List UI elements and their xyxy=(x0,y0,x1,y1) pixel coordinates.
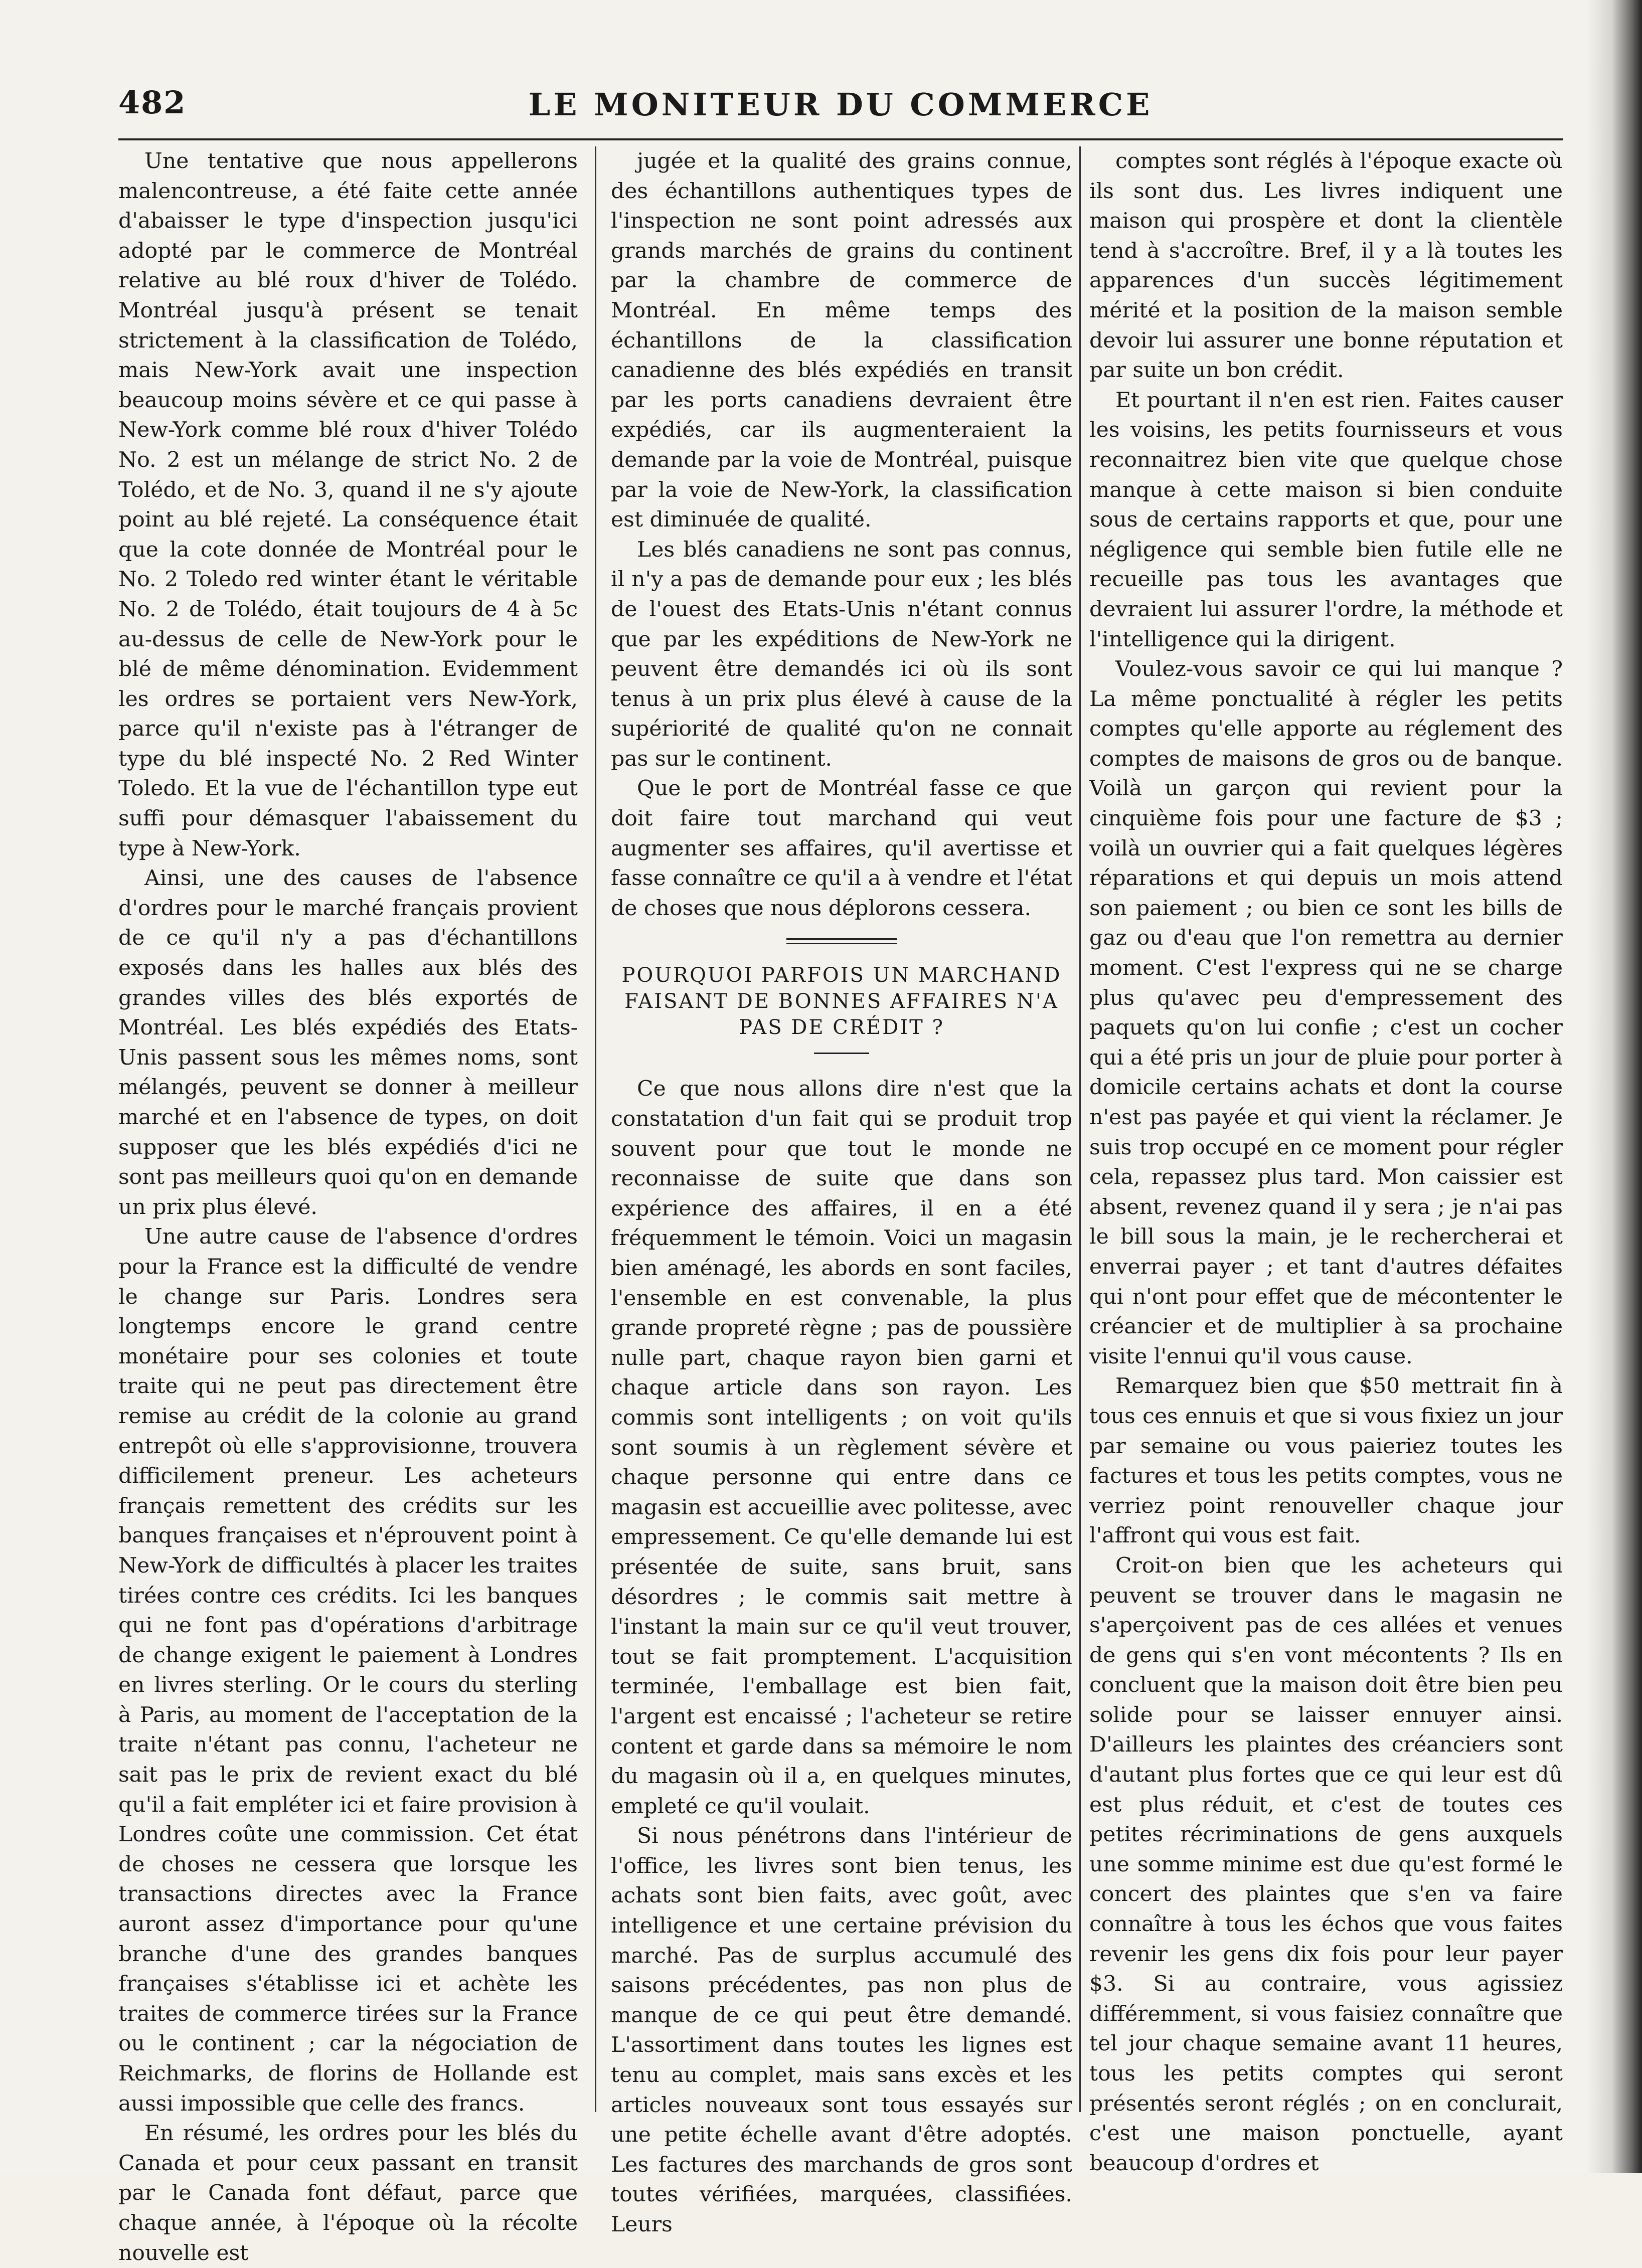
title-short-rule xyxy=(814,1053,869,1054)
column-2 xyxy=(611,146,1072,2237)
paragraph: Ce que nous allons dire n'est que la constatation d'un fait qui se produit trop souvent pour que tout le monde ne reconnaisse de suite que dans son expérience des affaires, il en a été fréquemment le témoin. Voici un magasin bien aménagé, les abords en sont faciles, l'ensemble en est convenable, la plus grande propreté règne ; pas de poussière nulle part, chaque rayon bien garni et chaque article dans son rayon. Les commis sont intelligents ; on voit qu'ils sont soumis à un règlement sévère et chaque personne qui entre dans ce magasin est accueillie avec politesse, avec empressement. Ce qu'elle demande lui est présentée de suite, sans bruit, sans désordres ; le commis sait mettre à l'instant la main sur ce qu'il veut trouver, tout se fait promptement. L'acquisition terminée, l'emballage est bien fait, l'argent est encaissé ; l'acheteur se retire content et garde dans sa mémoire le nom du magasin où il a, en quelques minutes, empleté ce qu'il voulait. xyxy=(611,1077,1072,1819)
paragraph: Si nous pénétrons dans l'intérieur de l'office, les livres sont bien tenus, les achats sont bien faits, avec goût, avec intelligence et une certaine prévision du marché. Pas de surplus accumulé des saisons précédentes, pas non plus de manque de ce qui peut être demandé. L'assortiment dans toutes les lignes est tenu au complet, mais sans excès et les articles nouveaux sont tous essayés sur une petite échelle avant d'être adoptés. Les factures des marchands de gros sont toutes vérifiées, marquées, classifiées. Leurs xyxy=(611,1824,1072,2237)
column-divider-1 xyxy=(595,146,596,2112)
paragraph: jugée et la qualité des grains connue, des échantillons authentiques types de l'inspection ne sont point adressés aux grands marchés de grains du continent par la chambre de commerce de Montréal. En même temps des échantillons de la classification canadienne des blés expédiés en transit par les ports canadiens devraient être expédiés, car ils augmenteraient la demande par la voie de Montréal, puisque par la voie de New-York, la classification est diminuée de qualité. xyxy=(611,149,1072,533)
paragraph: Et pourtant il n'en est rien. Faites causer les voisins, les petits fournisseurs et vous reconnaitrez bien vite que quelque chose manque à cette maison si bien conduite sous de certains rapports et que, pour une négligence qui semble bien futile elle ne recueille pas tous les avantages que devraient lui assurer l'ordre, la méthode et l'intelligence qui la dirigent. xyxy=(1089,388,1563,652)
paragraph: Remarquez bien que $50 mettrait fin à tous ces ennuis et que si vous fixiez un jour par semaine ou vous paieriez toutes les factures et tous les petits comptes, vous ne verriez point renouveller chaque jour l'affront qui vous est fait. xyxy=(1089,1374,1563,1548)
paragraph: En résumé, les ordres pour les blés du Canada et pour ceux passant en transit par le Canada font défaut, parce que chaque année, à l'époque où la récolte nouvelle est xyxy=(118,2121,578,2265)
paragraph: Croit-on bien que les acheteurs qui peuvent se trouver dans le magasin ne s'aperçoivent pas de ces allées et venues de gens qui s'en vont mécontents ? Ils en concluent que la maison doit être bien peu solide pour se laisser ennuyer ainsi. D'ailleurs les plaintes des créanciers sont d'autant plus fortes que ce qui leur est dû est plus réduit, et c'est de toutes ces petites récriminations de gens auxquels une somme minime est due qu'est formé le concert des plaintes que s'en va faire connaître à tous les échos que vous faites revenir les gens dix fois pour leur payer $3. Si au contraire, vous agissiez différemment, si vous faisiez connaître que tel jour chaque semaine avant 11 heures, tous les petits comptes qui seront présentés seront réglés ; on en conclurait, c'est une maison ponctuelle, ayant beaucoup d'ordres et xyxy=(1089,1553,1563,2176)
header-rule xyxy=(118,138,1563,140)
page-header xyxy=(118,84,1563,134)
scan-edge-shadow xyxy=(1587,0,1642,2173)
page-number: 482 xyxy=(118,84,187,121)
paragraph: Voulez-vous savoir ce qui lui manque ? La même ponctualité à régler les petits comptes qu'elle apporte au réglement des comptes de maisons de gros ou de banque. Voilà un garçon qui revient pour la cinquième fois pour une facture de $3 ; voilà un ouvrier qui a fait quelques légères réparations et qui depuis un mois attend son paiement ; ou bien ce sont les bills de gaz ou d'eau que l'on remettra au dernier moment. C'est l'express qui ne se charge plus qu'avec peu d'empressement des paquets qu'on lui confie ; c'est un cocher qui a été pris un jour de pluie pour porter à domicile certains achats et dont la course n'est pas payée et qui vient la réclamer. Je suis trop occupé en ce moment pour régler cela, repassez plus tard. Mon caissier est absent, revenez quand il y sera ; je n'ai pas le bill sous la main, je le rechercherai et enverrai payer ; et tant d'autres défaites qui n'ont pour effet que de mécontenter le créancier et de multiplier à sa prochaine visite l'ennui qu'il vous cause. xyxy=(1089,657,1563,1369)
paragraph: Une tentative que nous appellerons malencontreuse, a été faite cette année d'abaisser le type d'inspection jusqu'ici adopté par le commerce de Montréal relative au blé roux d'hiver de Tolédo. Montréal jusqu'à présent se tenait strictement à la classification de Tolédo, mais New-York avait une inspection beaucoup moins sévère et ce qui passe à New-York comme blé roux d'hiver Tolédo No. 2 est un mélange de strict No. 2 de Tolédo, et de No. 3, quand il ne s'y ajoute point au blé rejeté. La conséquence était que la cote donnée de Montréal pour le No. 2 Toledo red winter étant le véritable No. 2 de Tolédo, était toujours de 4 à 5c au-dessus de celle de New-York pour le blé de même dénomination. Evidemment les ordres se portaient vers New-York, parce qu'il n'existe pas à l'étranger de type du blé inspecté No. 2 Red Winter Toledo. Et la vue de l'échantillon type eut suffi pour démasquer l'abaissement du type à New-York. xyxy=(118,149,578,861)
paragraph: Ainsi, une des causes de l'absence d'ordres pour le marché français provient de ce qu'il n'y a pas d'échantillons exposés dans les halles aux blés des grandes villes des blés exportés de Montréal. Les blés expédiés des Etats-Unis passent sous les mêmes noms, sont mélangés, peuvent se donner à meilleur marché et en l'absence de types, on doit supposer que les blés expédiés d'ici ne sont pas meilleurs quoi qu'on en demande un prix plus élevé. xyxy=(118,866,578,1219)
paragraph: Les blés canadiens ne sont pas connus, il n'y a pas de demande pour eux ; les blés de l'ouest des Etats-Unis n'étant connus que par les expéditions de New-York ne peuvent être demandés ici où ils sont tenus à un prix plus élevé à cause de la supériorité de qualité qu'on ne connait pas sur le continent. xyxy=(611,537,1072,771)
article-separator-rule xyxy=(786,938,897,944)
article-title: POURQUOI PARFOIS UN MARCHAND FAISANT DE BONNES AFFAIRES N'A PAS DE CRÉDIT ? xyxy=(621,964,1062,1039)
column-1 xyxy=(118,146,578,2265)
paragraph: Que le port de Montréal fasse ce que doit faire tout marchand qui veut augmenter ses affaires, qu'il avertisse et fasse connaître ce qu'il a à vendre et l'état de choses que nous déplorons cessera. xyxy=(611,776,1072,921)
paragraph: comptes sont réglés à l'époque exacte où ils sont dus. Les livres indiquent une maison qui prospère et dont la clientèle tend à s'accroître. Bref, il y a là toutes les apparences d'un succès légitimement mérité et la position de la maison semble devoir lui assurer une bonne réputation et par suite un bon crédit. xyxy=(1089,149,1563,383)
paragraph: Une autre cause de l'absence d'ordres pour la France est la difficulté de vendre le change sur Paris. Londres sera longtemps encore le grand centre monétaire pour ses colonies et toute traite qui ne peut pas directement être remise au crédit de la colonie au grand entrepôt où elle s'approvisionne, trouvera difficilement preneur. Les acheteurs français remettent des crédits sur les banques françaises et n'éprouvent point à New-York de difficultés à placer les traites tirées contre ces crédits. Ici les banques qui ne font pas d'opérations d'arbitrage de change exigent le paiement à Londres en livres sterling. Or le cours du sterling à Paris, au moment de l'acceptation de la traite n'étant pas connu, l'acheteur ne sait pas le prix de revient exact du blé qu'il a fait empléter ici et faire provision à Londres coûte une commission. Cet état de choses ne cessera que lorsque les transactions directes avec la France auront assez d'importance pour qu'une branche d'une des grandes banques françaises s'établisse ici et achète les traites de commerce tirées sur la France ou le continent ; car la négociation de Reichmarks, de florins de Hollande est aussi impossible que celle des francs. xyxy=(118,1225,578,2116)
journal-title: LE MONITEUR DU COMMERCE xyxy=(528,86,1153,123)
column-divider-2 xyxy=(1079,146,1081,2112)
column-3 xyxy=(1089,146,1563,2176)
